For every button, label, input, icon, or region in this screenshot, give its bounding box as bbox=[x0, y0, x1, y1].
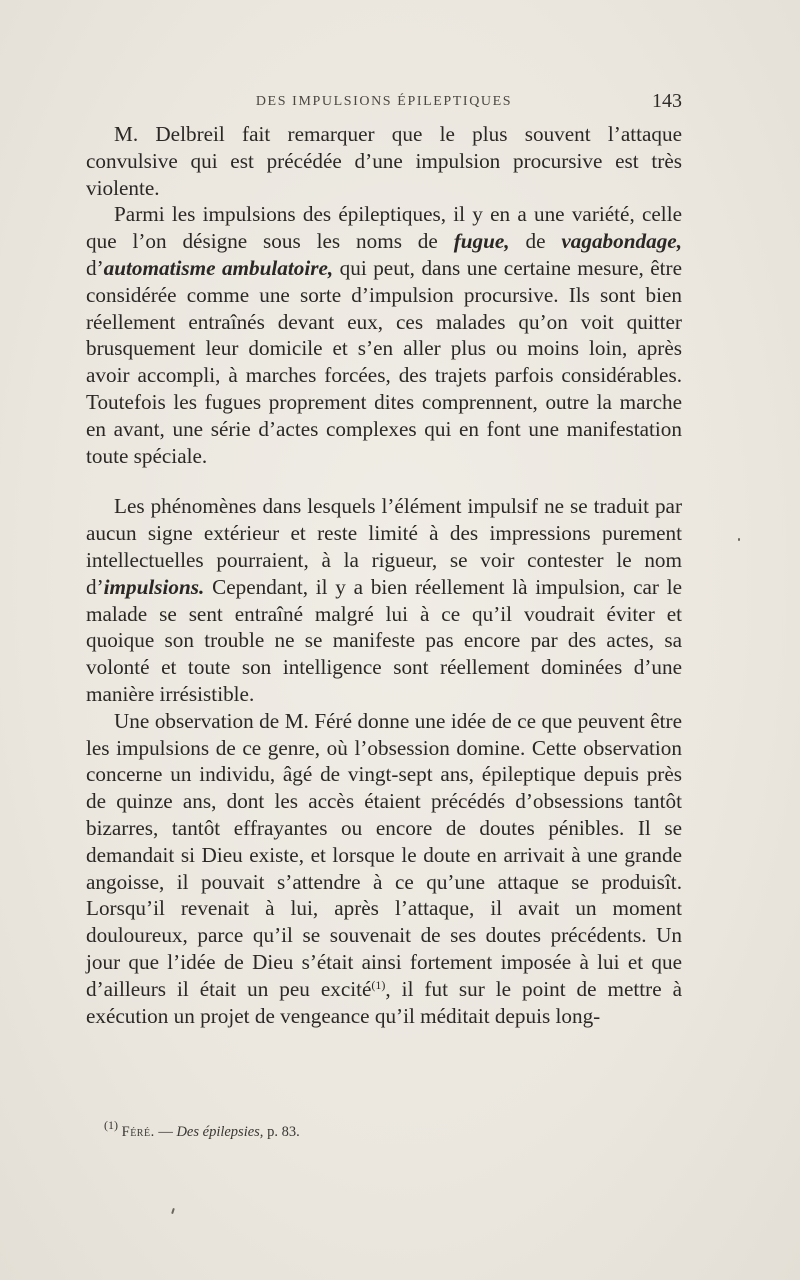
running-title: DES IMPULSIONS ÉPILEPTIQUES bbox=[255, 94, 513, 109]
term-fugue: fugue, bbox=[453, 229, 510, 254]
footnote-work: Des épilepsies, bbox=[176, 1124, 264, 1140]
text-run: , il fut sur le point de mettre à exécution un projet de vengeance qu’il méditait depuis long- bbox=[86, 976, 682, 1028]
body-text bbox=[86, 121, 682, 1029]
footnote-marker: (1) bbox=[104, 1118, 118, 1132]
footnote-reference: (1) bbox=[371, 977, 386, 992]
paragraph-phenomenes bbox=[86, 493, 682, 707]
text-run: qui peut, dans une certaine mesure, être considérée comme une sorte d’impulsion procursive. Ils sont bien réellement entraînés devant eux, ces malades qu’on voit quitter brusquement leur domicile et s’en aller plus ou moins loin, après avoir accompli, à marches forcées, des trajets parfois considérables. Toutefois les fugues proprement dites comprennent, outre la marche en avant, une série d’actes complexes qui en font une manifestation toute spéciale. bbox=[86, 255, 682, 468]
text-run: de bbox=[509, 229, 562, 254]
text-run: Les phénomènes dans lesquels l’élément impulsif ne se traduit par aucun signe extérieur et reste limité à des impressions purement intellectuelles pourraient, à la rigueur, se voir contester le nom d’ bbox=[86, 494, 682, 599]
footnote-author: Féré. bbox=[121, 1124, 155, 1140]
running-head bbox=[86, 90, 682, 114]
text-run: Cependant, il y a bien réellement là impulsion, car le malade se sent entraîné malgré lui à ce qu’il voudrait éviter et quoique son trouble ne se manifeste pas encore par des actes, sa volonté et toute son intelligence sont réellement dominées d’une manière irrésistible. bbox=[86, 574, 682, 706]
paragraph-text: M. Delbreil fait remarquer que le plus souvent l’attaque convulsive qui est précédée d’une impulsion procursive est très violente. bbox=[86, 122, 682, 200]
paragraph-delbreil bbox=[86, 121, 682, 201]
footnote-dash: — bbox=[154, 1124, 177, 1140]
paper-speck bbox=[171, 1208, 175, 1214]
paragraph-observation bbox=[86, 708, 682, 1030]
term-automatisme: automatisme ambulatoire, bbox=[103, 255, 334, 280]
paper-speck bbox=[738, 538, 740, 541]
footnote bbox=[104, 1118, 684, 1141]
page-number: 143 bbox=[652, 90, 682, 112]
paragraph-fugue bbox=[86, 201, 682, 469]
text-run: d’ bbox=[86, 255, 104, 280]
text-run: Une observation de M. Féré donne une idée de ce que peuvent être les impulsions de ce genre, où l’obsession domine. Cette observation concerne un individu, âgé de vingt-sept ans, épileptique depuis près de quinze ans, dont les accès étaient précédés d’obsessions tantôt bizarres, tantôt effrayantes ou encore de doutes pénibles. Il se demandait si Dieu existe, et lorsque le doute en arrivait à une grande angoisse, il pouvait s’attendre à ce qu’une attaque se produisît. Lorsqu’il revenait à lui, après l’attaque, il avait un moment douloureux, parce qu’il se souvenait de ses doutes précédents. Un jour que l’idée de Dieu s’était ainsi fortement imposée à lui et que d’ailleurs il était un peu excité bbox=[86, 708, 682, 1001]
footnote-page: p. 83. bbox=[263, 1124, 300, 1140]
term-impulsions: impulsions. bbox=[103, 574, 205, 599]
term-vagabondage: vagabondage, bbox=[561, 229, 682, 254]
text-run: Parmi les impulsions des épileptiques, il y en a une variété, celle que l’on désigne sous les noms de bbox=[86, 202, 682, 254]
